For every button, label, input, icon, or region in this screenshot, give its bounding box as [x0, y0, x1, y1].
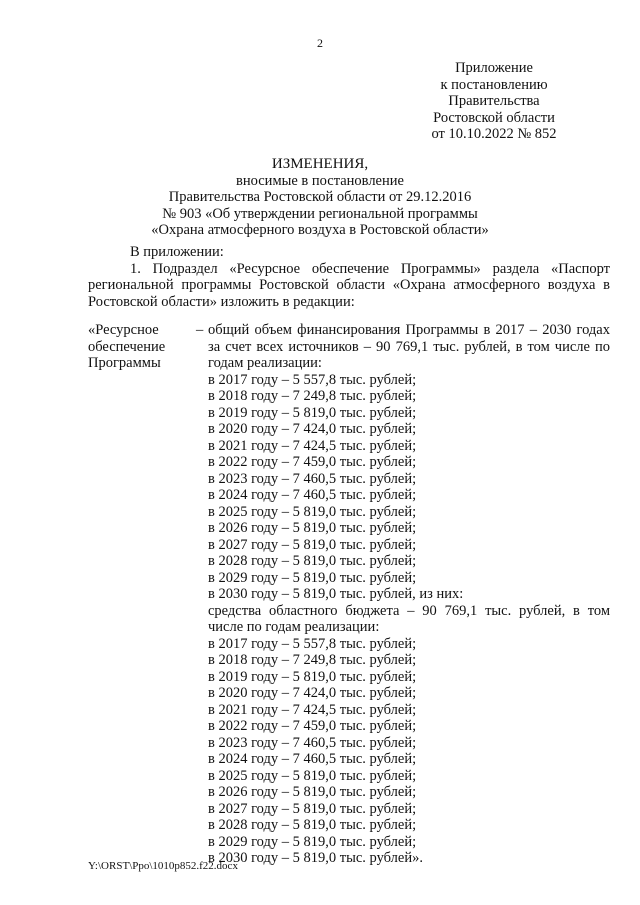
heading-line: вносимые в постановление: [236, 172, 404, 189]
appendix-line: Правительства: [448, 93, 540, 109]
appendix-block: [404, 60, 584, 143]
heading-line: № 903 «Об утверждении региональной программы: [162, 205, 478, 222]
year-line: в 2026 году – 5 819,0 тыс. рублей;: [208, 784, 417, 800]
year-line: в 2025 году – 5 819,0 тыс. рублей;: [208, 767, 417, 784]
page-number: 2: [317, 36, 323, 50]
year-line: в 2018 году – 7 249,8 тыс. рублей;: [208, 652, 417, 668]
heading-line: Правительства Ростовской области от 29.12.2016: [168, 189, 472, 205]
year-line: в 2030 году – 5 819,0 тыс. рублей».: [208, 850, 423, 866]
total-financing-text: общий объем финансирования Программы в 2017 – 2030 годах за счет всех источников – 90 769,1 тыс. рублей, в том числе по годам реализации:: [208, 322, 610, 371]
appendix-line: к постановлению: [440, 76, 548, 93]
year-line: в 2024 году – 7 460,5 тыс. рублей;: [208, 751, 417, 767]
year-line: в 2023 году – 7 460,5 тыс. рублей;: [208, 470, 417, 487]
year-line: в 2019 году – 5 819,0 тыс. рублей;: [208, 404, 417, 421]
passport-label-line: обеспечение: [88, 338, 166, 355]
year-line: в 2028 году – 5 819,0 тыс. рублей;: [208, 817, 417, 833]
year-line: в 2025 году – 5 819,0 тыс. рублей;: [208, 503, 417, 520]
year-line: в 2029 году – 5 819,0 тыс. рублей;: [208, 833, 417, 850]
year-line: в 2022 году – 7 459,0 тыс. рублей;: [208, 718, 417, 734]
year-line: в 2022 году – 7 459,0 тыс. рублей;: [208, 454, 417, 470]
year-line: в 2026 году – 5 819,0 тыс. рублей;: [208, 520, 417, 536]
heading-line: «Охрана атмосферного воздуха в Ростовской области»: [151, 222, 489, 238]
year-line: в 2023 году – 7 460,5 тыс. рублей;: [208, 734, 417, 751]
year-line: в 2027 году – 5 819,0 тыс. рублей;: [208, 800, 417, 817]
year-line: в 2021 году – 7 424,5 тыс. рублей;: [208, 437, 417, 454]
passport-label-line: Программы: [88, 355, 161, 371]
intro-item: 1. Подраздел «Ресурсное обеспечение Программы» раздела «Паспорт региональной программы Ростовской области «Охрана атмосферного воздуха в Ростовской области» изложить в редакции:: [88, 260, 610, 310]
year-line: в 2024 году – 7 460,5 тыс. рублей;: [208, 487, 417, 503]
year-line: в 2029 году – 5 819,0 тыс. рублей;: [208, 569, 417, 586]
year-line: в 2030 году – 5 819,0 тыс. рублей, из них:: [208, 586, 464, 602]
intro-section: [88, 244, 610, 310]
appendix-line: Приложение: [455, 60, 533, 76]
passport-dash: –: [196, 322, 204, 338]
regional-budget-text: средства областного бюджета – 90 769,1 тыс. рублей, в том числе по годам реализации:: [208, 602, 610, 635]
appendix-line: Ростовской области: [433, 109, 555, 126]
year-line: в 2017 году – 5 557,8 тыс. рублей;: [208, 635, 417, 652]
file-path-footer: Y:\ORST\Ppo\1010p852.f22.docx: [88, 860, 238, 872]
year-line: в 2017 году – 5 557,8 тыс. рублей;: [208, 371, 417, 388]
passport-label-line: «Ресурсное: [88, 322, 159, 338]
year-line: в 2020 году – 7 424,0 тыс. рублей;: [208, 421, 417, 437]
year-line: в 2020 году – 7 424,0 тыс. рублей;: [208, 685, 417, 701]
year-line: в 2018 году – 7 249,8 тыс. рублей;: [208, 388, 417, 404]
appendix-line: от 10.10.2022 № 852: [431, 126, 557, 142]
document-heading: [90, 156, 550, 239]
passport-label: [88, 322, 188, 372]
passport-body: [208, 322, 610, 867]
intro-line: В приложении:: [130, 244, 224, 260]
year-line: в 2019 году – 5 819,0 тыс. рублей;: [208, 668, 417, 685]
year-line: в 2028 году – 5 819,0 тыс. рублей;: [208, 553, 417, 569]
year-line: в 2027 году – 5 819,0 тыс. рублей;: [208, 536, 417, 553]
heading-title: ИЗМЕНЕНИЯ,: [271, 156, 369, 172]
year-line: в 2021 году – 7 424,5 тыс. рублей;: [208, 701, 417, 718]
